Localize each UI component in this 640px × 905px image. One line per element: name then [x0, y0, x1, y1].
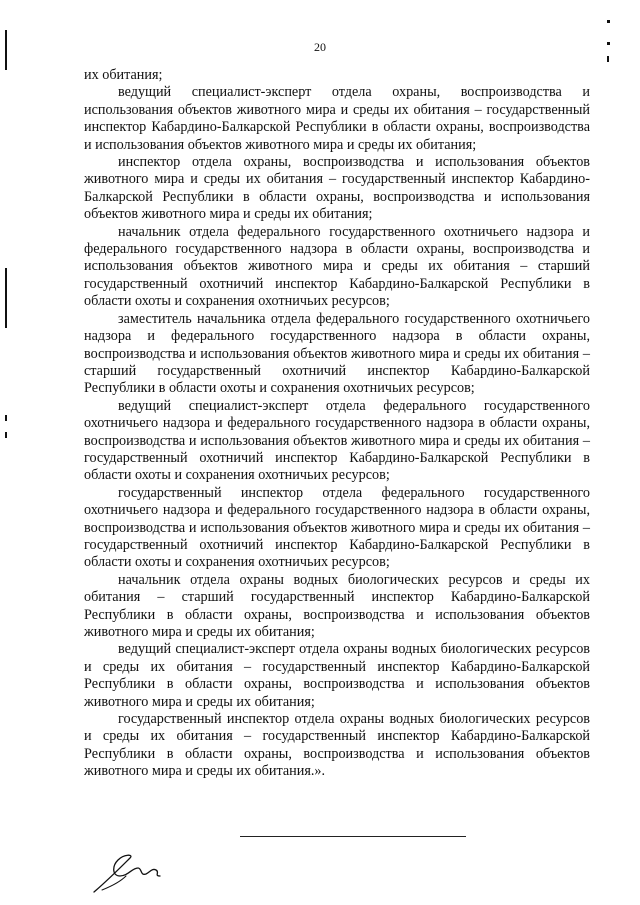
paragraph-state-inspector-hunting: государственный инспектор отдела федерального государственного охотничьего надзора и федерального государственного надзора в области охраны, воспроизводства и использования объектов животного мира и среды их обитания – государственный охотничий инспектор Кабардино-Балкарской Республики в области охоты и сохранения охотничьих ресурсов;: [84, 484, 590, 571]
paragraph-head-aquatic-resources: начальник отдела охраны водных биологических ресурсов и среды их обитания – старший государственный инспектор Кабардино-Балкарской Республики в области охраны, воспроизводства и использования объектов животного мира и среды их обитания;: [84, 571, 590, 640]
paragraph-lead-specialist-wildlife: ведущий специалист-эксперт отдела охраны, воспроизводства и использования объектов животного мира и среды их обитания – государственный инспектор Кабардино-Балкарской Республики в области охраны, воспроизводства и использования объектов животного мира и среды их обитания;: [84, 84, 590, 153]
separator-line: [240, 836, 466, 837]
paragraph-deputy-head-hunting-supervision: заместитель начальника отдела федерального государственного охотничьего надзора и федерального государственного надзора в области охраны, воспроизводства и использования объектов животного мира и среды их обитания – старший государственный охотничий инспектор Кабардино-Балкарской Республики в области охоты и сохранения охотничьих ресурсов;: [84, 310, 590, 397]
scan-mark-left-dot-1: [5, 415, 7, 421]
scan-mark-right-top-3: [607, 56, 609, 62]
paragraph-head-hunting-supervision: начальник отдела федерального государственного охотничьего надзора и федерального государственного надзора в области охраны, воспроизводства и использования объектов животного мира и среды их обитания – старший государственный охотничий инспектор Кабардино-Балкарской Республики в области охоты и сохранения охотничьих ресурсов;: [84, 223, 590, 310]
scan-mark-left-top: [5, 30, 7, 70]
signature-initials: [90, 846, 170, 896]
scan-mark-left-mid: [5, 268, 7, 328]
paragraph-state-inspector-aquatic: государственный инспектор отдела охраны водных биологических ресурсов и среды их обитания – государственный инспектор Кабардино-Балкарской Республики в области охраны, воспроизводства и использования объектов животного мира и среды их обитания.».: [84, 711, 590, 780]
scan-mark-right-top-1: [607, 20, 610, 23]
scan-mark-right-top-2: [607, 42, 610, 45]
document-body: [84, 67, 590, 781]
paragraph-inspector-wildlife: инспектор отдела охраны, воспроизводства и использования объектов животного мира и среды их обитания – государственный инспектор Кабардино-Балкарской Республики в области охраны, воспроизводства и использования объектов животного мира и среды их обитания;: [84, 154, 590, 223]
paragraph-lead-specialist-hunting: ведущий специалист-эксперт отдела федерального государственного охотничьего надзора и федерального государственного надзора в области охраны, воспроизводства и использования объектов животного мира и среды их обитания – государственный охотничий инспектор Кабардино-Балкарской Республики в области охоты и сохранения охотничьих ресурсов;: [84, 397, 590, 484]
page-number: 20: [314, 40, 326, 54]
scan-mark-left-dot-2: [5, 432, 7, 438]
paragraph-lead-specialist-aquatic: ведущий специалист-эксперт отдела охраны водных биологических ресурсов и среды их обитания – государственный инспектор Кабардино-Балкарской Республики в области охраны, воспроизводства и использования объектов животного мира и среды их обитания;: [84, 641, 590, 710]
paragraph-continuation: их обитания;: [84, 67, 163, 83]
